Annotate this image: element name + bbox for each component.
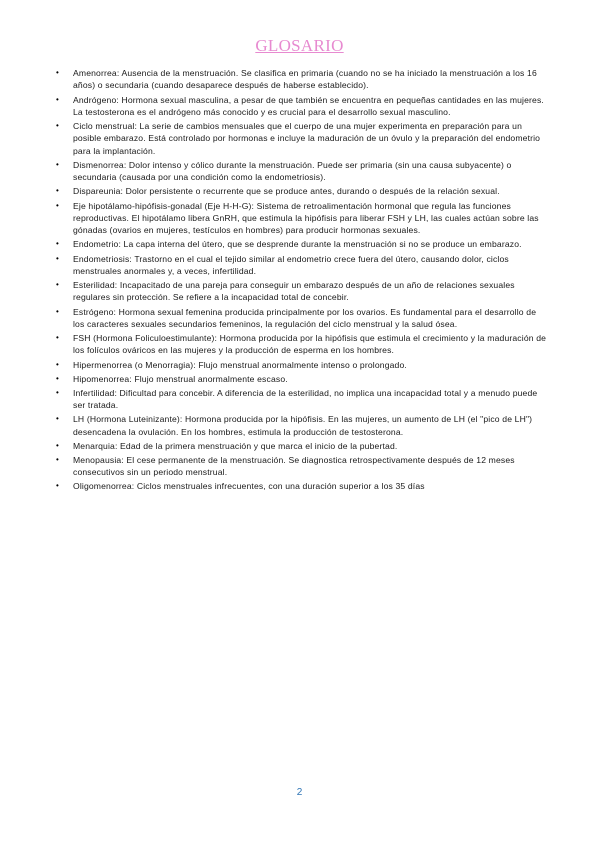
glossary-entry-text: LH (Hormona Luteinizante): Hormona producida por la hipófisis. En las mujeres, un aumento de LH (el "pico de LH") desencadena la ovulación. En los hombres, estimula la producción de testosterona.: [73, 414, 533, 437]
glossary-entry-text: Dismenorrea: Dolor intenso y cólico durante la menstruación. Puede ser primaria (sin una causa subyacente) o secundaria (causada por una condición como la endometriosis).: [73, 159, 512, 183]
glossary-entry: [56, 440, 550, 452]
glossary-entry: [56, 253, 550, 278]
glossary-entry-text: Endometrio: La capa interna del útero, que se desprende durante la menstruación si no se produce un embarazo.: [73, 239, 522, 250]
bullet-icon: •: [56, 239, 59, 249]
glossary-entry-text: Endometriosis: Trastorno en el cual el tejido similar al endometrio crece fuera del útero, causando dolor, ciclos menstruales anormales y, a veces, infertilidad.: [73, 253, 509, 276]
page-number: 2: [296, 787, 303, 798]
glossary-entry: [56, 454, 550, 479]
glossary-entry: [56, 413, 550, 438]
glossary-entry-text: Hipomenorrea: Flujo menstrual anormalmente escaso.: [73, 373, 288, 384]
bullet-icon: •: [56, 94, 59, 104]
glossary-list: [56, 67, 550, 494]
bullet-icon: •: [56, 306, 59, 316]
glossary-entry: [56, 185, 550, 197]
glossary-entry-text: Infertilidad: Dificultad para concebir. A diferencia de la esterilidad, no implica una incapacidad total y a menudo puede ser tratada.: [73, 387, 538, 411]
bullet-icon: •: [56, 387, 59, 397]
glossary-entry: [56, 373, 550, 385]
bullet-icon: •: [56, 359, 59, 369]
glossary-entry: [56, 480, 550, 492]
bullet-icon: •: [56, 253, 59, 263]
glossary-entry-text: Estrógeno: Hormona sexual femenina producida principalmente por los ovarios. Es fundamental para el desarrollo de los caracteres sexuales secundarios femeninos, la regulación del ciclo menstrual y la salud ósea.: [73, 306, 537, 329]
bullet-icon: •: [56, 454, 59, 464]
glossary-entry-text: Andrógeno: Hormona sexual masculina, a pesar de que también se encuentra en pequeñas cantidades en las mujeres. La testosterona es el andrógeno más conocido y es crucial para el desarrollo sexual masculino.: [73, 94, 544, 117]
glossary-entry-text: FSH (Hormona Foliculoestimulante): Hormona producida por la hipófisis que estimula el crecimiento y la maduración de los folículos ováricos en las mujeres y la producción de esperma en los hombres.: [73, 333, 547, 356]
bullet-icon: •: [56, 414, 59, 424]
glossary-entry: [56, 306, 550, 331]
glossary-entry-text: Dispareunia: Dolor persistente o recurrente que se produce antes, durando o después de la relación sexual.: [73, 186, 500, 197]
glossary-entry-text: Amenorrea: Ausencia de la menstruación. Se clasifica en primaria (cuando no se ha iniciado la menstruación a los 16 años) o secundaria (cuando desaparece después de haberse establecido).: [73, 68, 537, 91]
glossary-entry-text: Menarquia: Edad de la primera menstruación y que marca el inicio de la pubertad.: [73, 440, 398, 451]
bullet-icon: •: [56, 373, 59, 383]
bullet-icon: •: [56, 68, 59, 77]
page-title: GLOSARIO: [255, 36, 344, 55]
glossary-entry-text: Esterilidad: Incapacitado de una pareja para conseguir un embarazo después de un año de relaciones sexuales regulares sin protección. Se refiere a la incapacidad total de concebir.: [73, 280, 515, 303]
glossary-entry: [56, 94, 550, 119]
bullet-icon: •: [56, 333, 59, 342]
glossary-entry: [56, 359, 550, 371]
bullet-icon: •: [56, 121, 59, 130]
bullet-icon: •: [56, 481, 59, 491]
bullet-icon: •: [56, 186, 59, 196]
glossary-entry: [56, 120, 550, 157]
bullet-icon: •: [56, 440, 59, 450]
glossary-entry-text: Hipermenorrea (o Menorragia): Flujo menstrual anormalmente intenso o prolongado.: [73, 359, 407, 370]
glossary-entry: [56, 279, 550, 304]
glossary-entry: [56, 159, 550, 184]
glossary-entry-text: Menopausia: El cese permanente de la menstruación. Se diagnostica retrospectivamente después de 12 meses consecutivos sin un periodo menstrual.: [73, 454, 515, 478]
bullet-icon: •: [56, 159, 59, 169]
glossary-entry-text: Eje hipotálamo-hipófisis-gonadal (Eje H-H-G): Sistema de retroalimentación hormonal que regula las funciones reproductivas. El hipotálamo libera GnRH, que estimula la hipófisis para liberar FSH y LH, las cuales actúan sobre las gónadas (ovarios en mujeres, testículos en hombres) para producir hormonas sexuales.: [73, 200, 539, 236]
glossary-entry: [56, 238, 550, 250]
glossary-entry-text: Ciclo menstrual: La serie de cambios mensuales que el cuerpo de una mujer experimenta en preparación para un posible embarazo. Está controlado por hormonas e incluye la maduración de un óvulo y la preparación del endometrio para la implantación.: [73, 121, 541, 156]
glossary-entry: [56, 67, 550, 92]
glossary-entry: [56, 200, 550, 237]
bullet-icon: •: [56, 280, 59, 289]
glossary-entry: [56, 332, 550, 357]
bullet-icon: •: [56, 200, 59, 210]
glossary-entry: [56, 387, 550, 412]
glossary-entry-text: Oligomenorrea: Ciclos menstruales infrecuentes, con una duración superior a los 35 días: [73, 481, 425, 492]
